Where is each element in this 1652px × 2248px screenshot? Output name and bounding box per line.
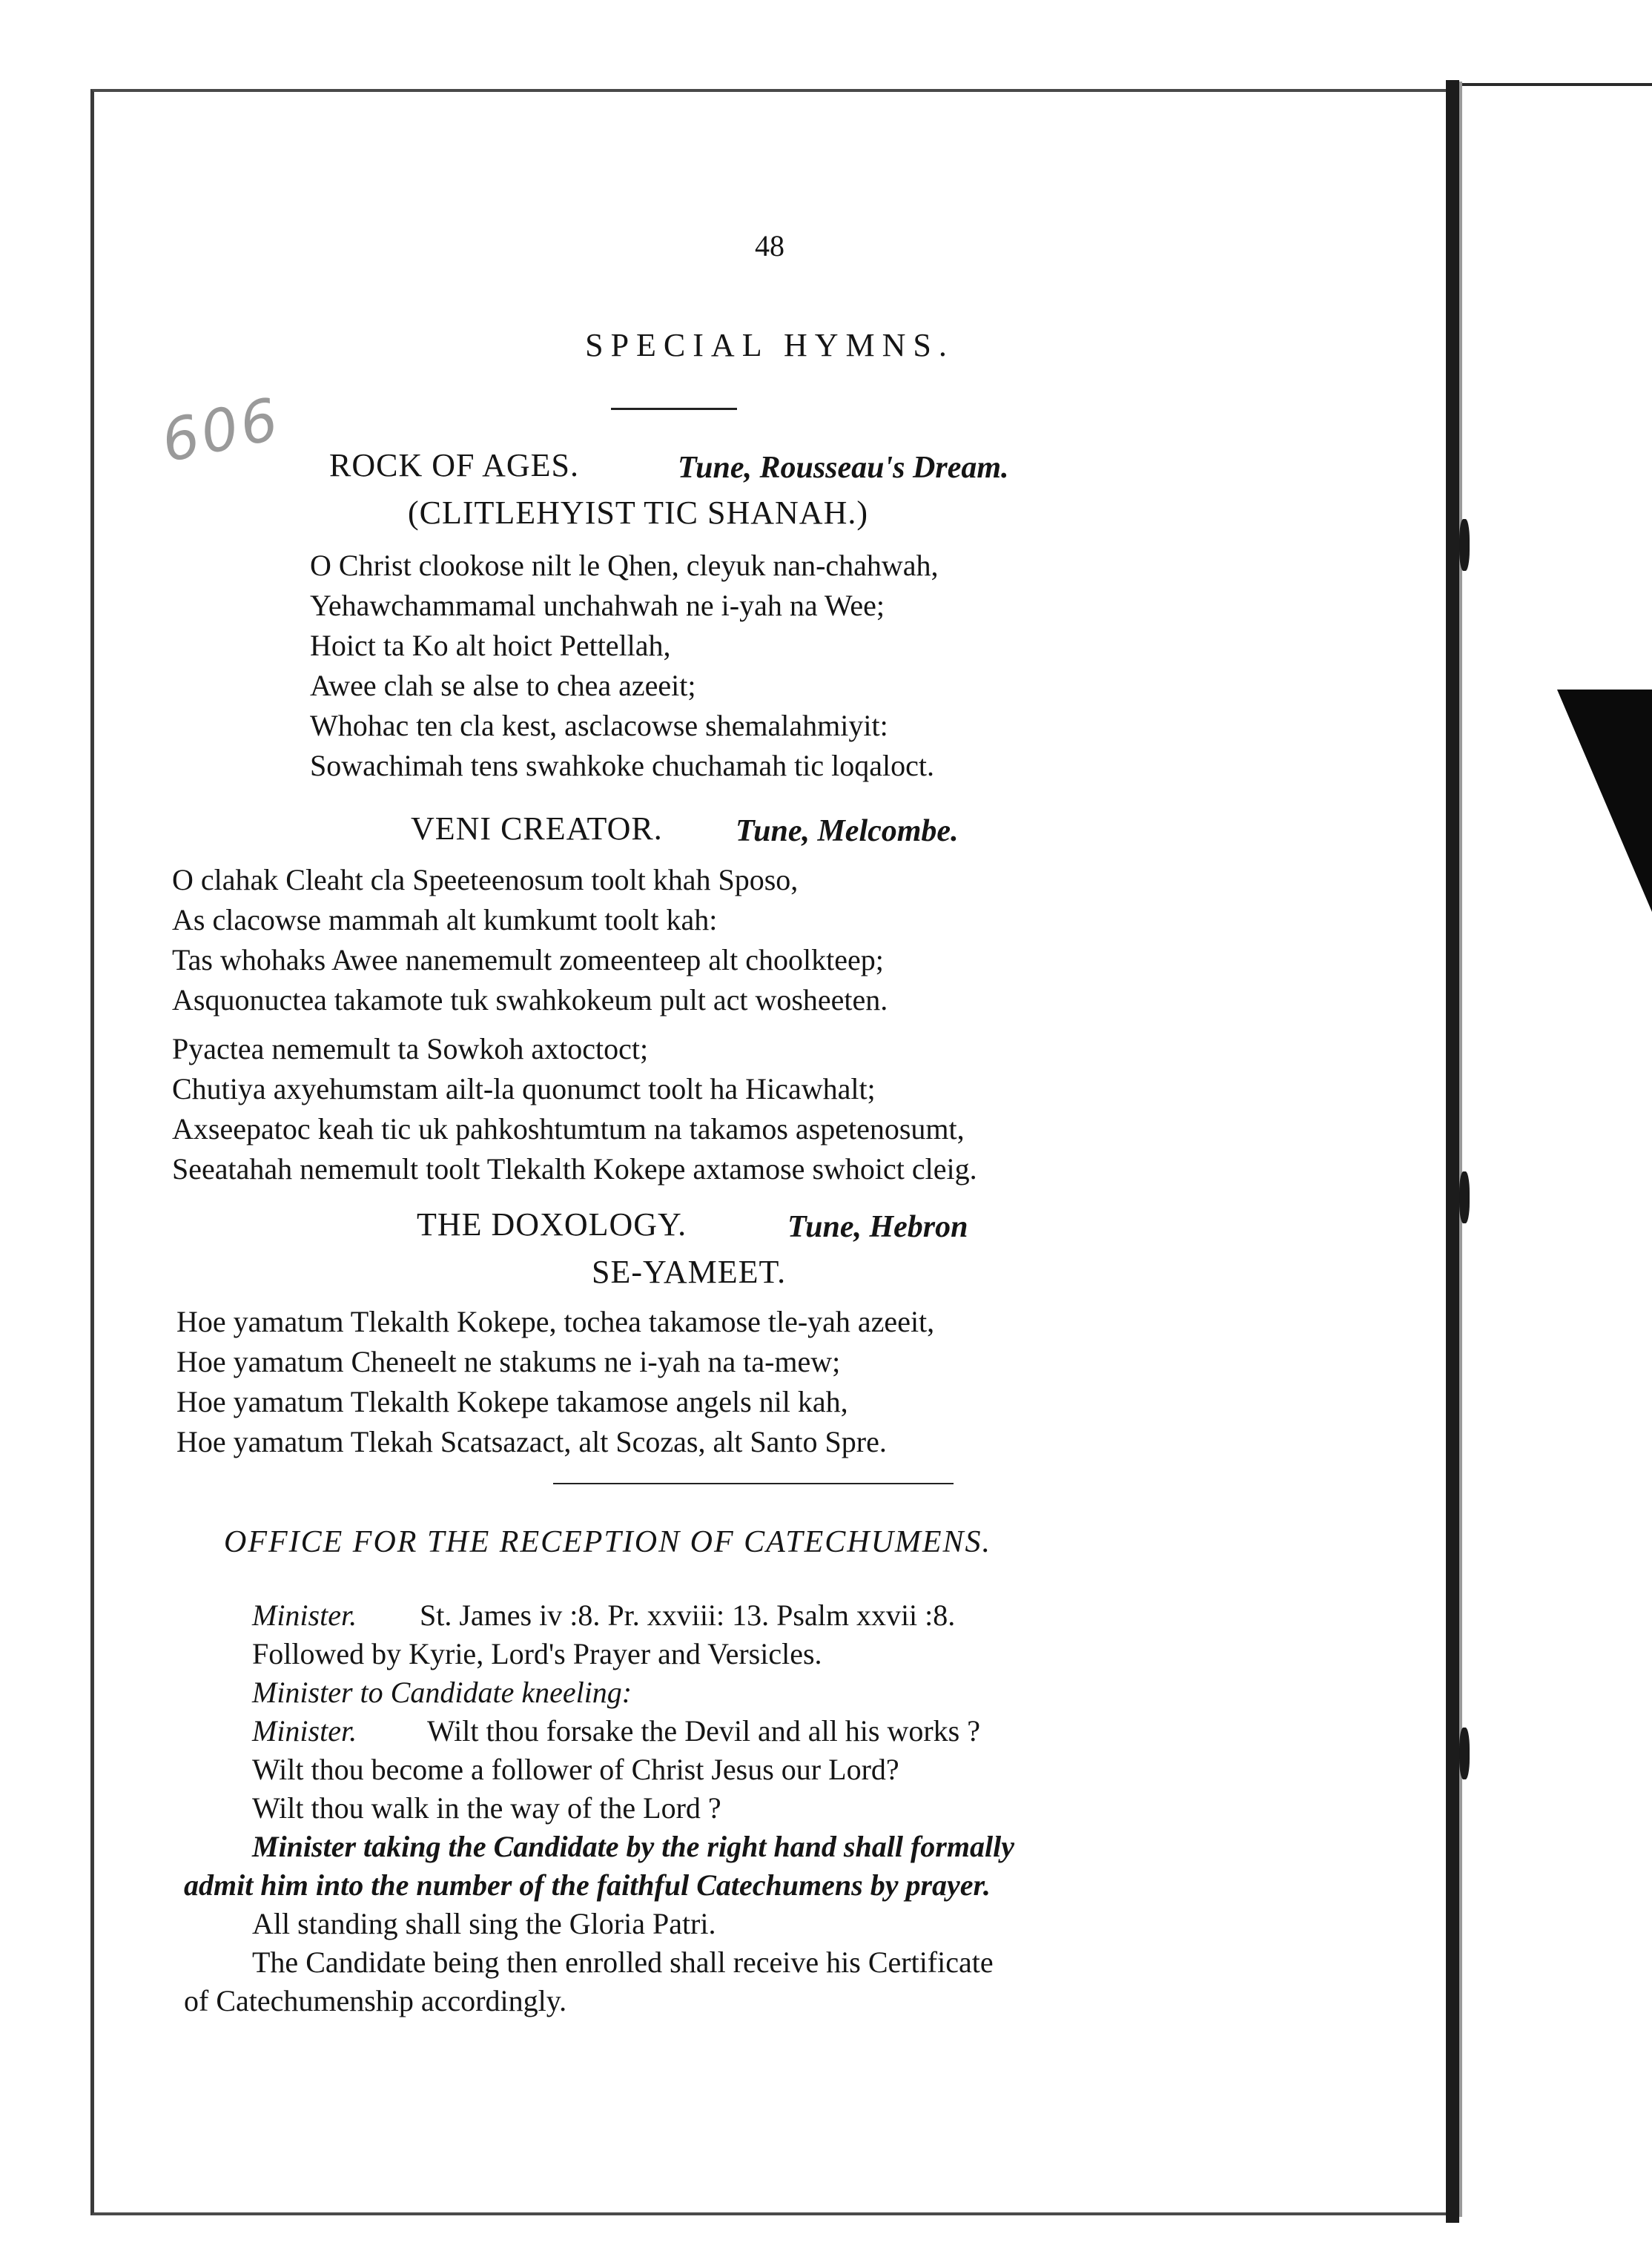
verse-line: Hoe yamatum Tlekah Scatsazact, alt Scozas, alt Santo Spre. [176, 1425, 887, 1458]
office-line: St. James iv :8. Pr. xxviii: 13. Psalm xxvii :8. [420, 1599, 956, 1632]
office-line: Wilt thou walk in the way of the Lord ? [252, 1791, 721, 1825]
hymn-tune: Tune, Rousseau's Dream. [678, 451, 1009, 485]
office-line: Followed by Kyrie, Lord's Prayer and Versicles. [252, 1637, 822, 1670]
page-number: 48 [755, 229, 784, 262]
office-title: OFFICE FOR THE RECEPTION OF CATECHUMENS. [224, 1525, 992, 1559]
title-rule [611, 408, 737, 410]
verse-line: Sowachimah tens swahkoke chuchamah tic loqaloct. [310, 749, 934, 782]
verse-line: Whohac ten cla kest, asclacowse shemalahmiyit: [310, 709, 888, 742]
verse-line: Yehawchammamal unchahwah ne i-yah na Wee; [310, 589, 885, 622]
hymn-subtitle: SE-YAMEET. [592, 1254, 787, 1290]
verse-line: Tas whohaks Awee nanememult zomeenteep alt choolkteep; [172, 943, 884, 976]
verse-line: O clahak Cleaht cla Speeteenosum toolt khah Sposo, [172, 863, 799, 896]
verse-line: Hoict ta Ko alt hoict Pettellah, [310, 629, 671, 662]
office-line: All standing shall sing the Gloria Patri. [252, 1907, 716, 1940]
section-title: SPECIAL HYMNS. [585, 327, 954, 363]
verse-line: Chutiya axyehumstam ailt-la quonumct toolt ha Hicawhalt; [172, 1072, 876, 1105]
verse-line: Asquonuctea takamote tuk swahkokeum pult act wosheeten. [172, 983, 888, 1016]
binding-mark [1459, 519, 1470, 571]
hymn-tune: Tune, Hebron [787, 1210, 968, 1244]
verse-line: As clacowse mammah alt kumkumt toolt kah: [172, 903, 718, 936]
hymn-tune: Tune, Melcombe. [736, 814, 959, 848]
hymn-title-rock-of-ages: ROCK OF AGES. [329, 447, 579, 483]
rubric-role: Minister. [252, 1599, 357, 1632]
office-line: The Candidate being then enrolled shall receive his Certificate [252, 1945, 994, 1979]
verse-line: Hoe yamatum Tlekalth Kokepe takamose angels nil kah, [176, 1385, 848, 1418]
rubric: Minister taking the Candidate by the right hand shall formally [252, 1830, 1014, 1863]
hymn-title-doxology: THE DOXOLOGY. [417, 1206, 687, 1243]
office-line: Wilt thou forsake the Devil and all his works ? [427, 1714, 980, 1748]
facing-page-shadow [1557, 690, 1652, 912]
rubric: Minister to Candidate kneeling: [252, 1676, 632, 1709]
verse-line: O Christ clookose nilt le Qhen, cleyuk nan-chahwah, [310, 549, 939, 582]
facing-page-edge [1462, 83, 1652, 86]
binding-mark [1459, 1728, 1470, 1779]
margin-note: 606 [156, 386, 287, 476]
verse-line: Axseepatoc keah tic uk pahkoshtumtum na takamos aspetenosumt, [172, 1112, 965, 1146]
verse-line: Awee clah se alse to chea azeeit; [310, 669, 696, 702]
office-line: of Catechumenship accordingly. [184, 1984, 567, 2017]
section-divider [553, 1483, 954, 1484]
hymn-title-veni-creator: VENI CREATOR. [411, 810, 663, 847]
rubric-role: Minister. [252, 1714, 357, 1748]
rubric: admit him into the number of the faithful Catechumens by prayer. [184, 1868, 991, 1902]
verse-line: Hoe yamatum Tlekalth Kokepe, tochea takamose tle-yah azeeit, [176, 1305, 935, 1338]
verse-line: Pyactea nememult ta Sowkoh axtoctoct; [172, 1032, 649, 1065]
office-line: Wilt thou become a follower of Christ Jesus our Lord? [252, 1753, 899, 1786]
verse-line: Hoe yamatum Cheneelt ne stakums ne i-yah na ta-mew; [176, 1345, 841, 1378]
book-spine [1446, 80, 1459, 2223]
binding-mark [1459, 1171, 1470, 1223]
hymn-subtitle: (CLITLEHYIST TIC SHANAH.) [408, 495, 868, 531]
spine-edge [1459, 82, 1462, 2217]
verse-line: Seeatahah nememult toolt Tlekalth Kokepe axtamose swhoict cleig. [172, 1152, 977, 1186]
